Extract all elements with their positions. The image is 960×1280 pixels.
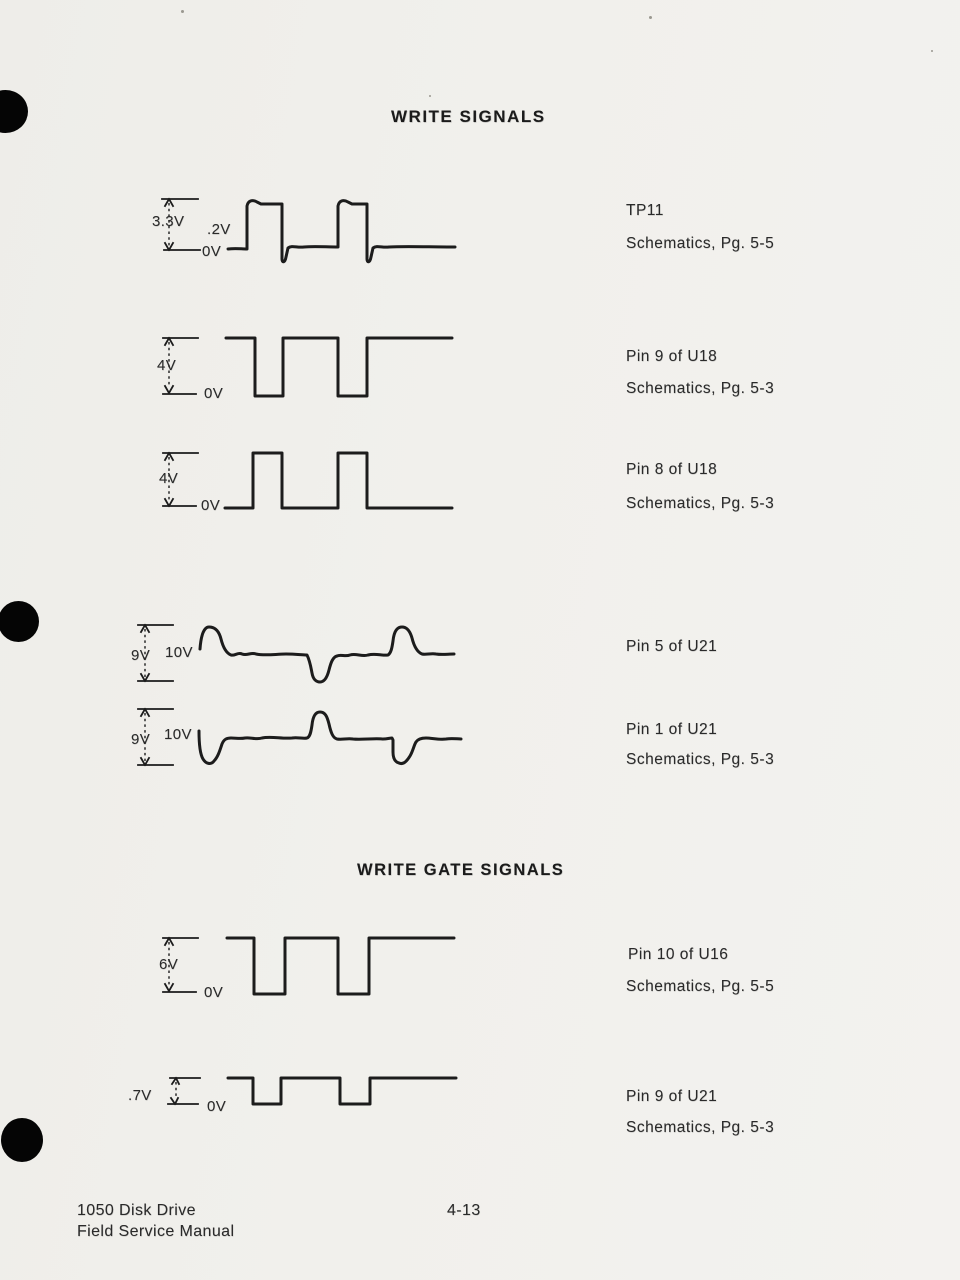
baseline-label: 0V	[207, 1098, 227, 1115]
page-number: 4-13	[447, 1202, 481, 1219]
test-point-label: Pin 9 of U21	[626, 1088, 718, 1105]
page-title: WRITE SIGNALS	[391, 107, 546, 126]
test-point-label: Pin 1 of U21	[626, 721, 718, 738]
amplitude-label: 4V	[157, 357, 177, 374]
scan-speck	[649, 16, 652, 19]
level-label: .2V	[207, 221, 231, 238]
amplitude-label: 6V	[159, 956, 179, 973]
oscilloscope-trace	[148, 322, 460, 410]
oscilloscope-trace	[126, 697, 466, 793]
schematic-reference: Schematics, Pg. 5-3	[626, 495, 775, 512]
oscilloscope-trace	[124, 1063, 464, 1125]
amplitude-label: 3.3V	[152, 213, 185, 230]
oscilloscope-trace	[148, 184, 460, 276]
baseline-label: 0V	[204, 984, 224, 1001]
scan-speck	[181, 10, 184, 13]
schematic-reference: Schematics, Pg. 5-3	[626, 751, 775, 768]
document-title-line1: 1050 Disk Drive	[77, 1202, 196, 1219]
test-point-label: Pin 10 of U16	[628, 946, 729, 963]
schematic-reference: Schematics, Pg. 5-3	[626, 1119, 775, 1136]
level-label: 10V	[164, 726, 192, 743]
schematic-reference: Schematics, Pg. 5-3	[626, 380, 775, 397]
test-point-label: Pin 8 of U18	[626, 461, 718, 478]
baseline-label: 0V	[204, 385, 224, 402]
amplitude-label: .7V	[128, 1087, 152, 1104]
punch-hole	[0, 90, 28, 133]
document-footer	[77, 1200, 234, 1242]
scan-speck	[429, 95, 431, 97]
punch-hole	[0, 601, 39, 642]
oscilloscope-trace	[148, 437, 460, 525]
punch-hole	[1, 1118, 43, 1162]
baseline-label: 0V	[202, 243, 222, 260]
baseline-label: 0V	[201, 497, 221, 514]
amplitude-label: 9V	[131, 731, 151, 748]
amplitude-label: 4V	[159, 470, 179, 487]
level-label: 10V	[165, 644, 193, 661]
test-point-label: Pin 9 of U18	[626, 348, 718, 365]
oscilloscope-trace	[148, 925, 460, 1009]
test-point-label: Pin 5 of U21	[626, 638, 718, 655]
amplitude-label: 9V	[131, 647, 151, 664]
scan-speck	[931, 50, 933, 52]
test-point-label: TP11	[626, 202, 664, 219]
document-title-line2: Field Service Manual	[77, 1223, 235, 1241]
schematic-reference: Schematics, Pg. 5-5	[626, 978, 775, 995]
section-title: WRITE GATE SIGNALS	[357, 861, 565, 879]
schematic-reference: Schematics, Pg. 5-5	[626, 235, 775, 252]
